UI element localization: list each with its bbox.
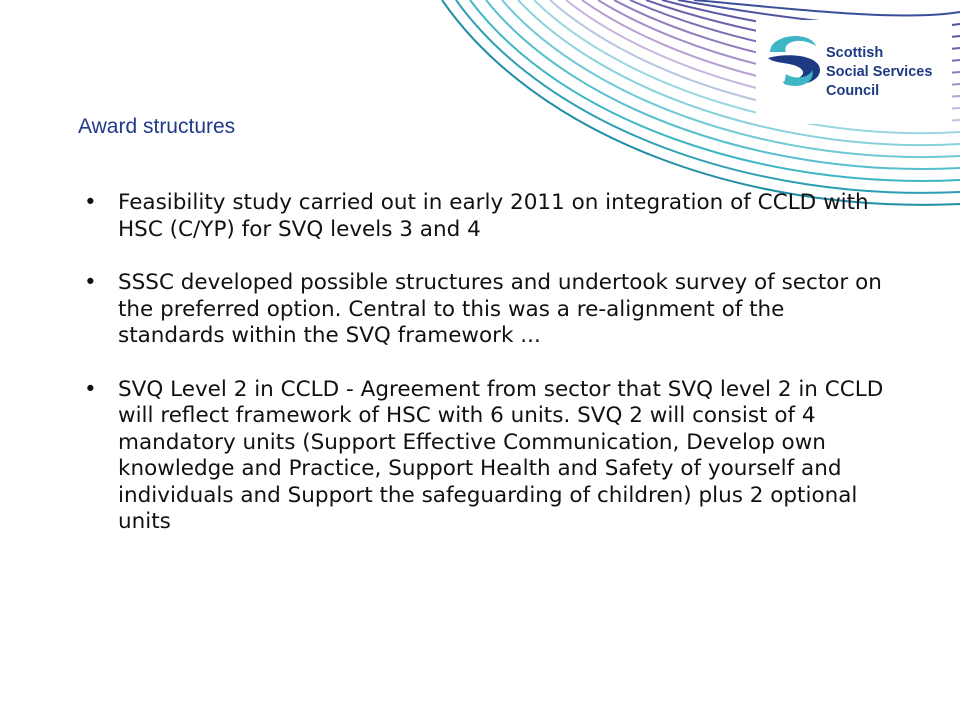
slide-title: Award structures <box>78 115 236 138</box>
bullet-item <box>84 377 884 536</box>
logo-line-2: Social Services <box>826 64 933 80</box>
bullet-item <box>84 270 884 350</box>
bullet-icon: • <box>84 190 97 215</box>
arc <box>694 0 960 15</box>
logo-line-1: Scottish <box>826 45 884 61</box>
logo-line-3: Council <box>826 83 880 99</box>
logo-wordmark <box>826 44 932 101</box>
bullet-list <box>84 190 884 563</box>
bullet-text: SSSC developed possible structures and undertook survey of sector on the preferred option. Central to this was a re-alignment of the standards within the SVQ framework ... <box>118 270 882 348</box>
bullet-item <box>84 190 884 243</box>
bullet-icon: • <box>84 270 97 295</box>
bullet-text: Feasibility study carried out in early 2011 on integration of CCLD with HSC (C/YP) for SVQ levels 3 and 4 <box>118 190 869 242</box>
bullet-text: SVQ Level 2 in CCLD - Agreement from sector that SVQ level 2 in CCLD will reflect framework of HSC with 6 units. SVQ 2 will consist of 4 mandatory units (Support Effective Communication, Develop own knowledge and Practice, Support Health and Safety of yourself and individuals and Support the safeguarding of children) plus 2 optional units <box>118 376 884 534</box>
bullet-icon: • <box>84 376 97 402</box>
logo-mark-icon <box>768 36 820 86</box>
